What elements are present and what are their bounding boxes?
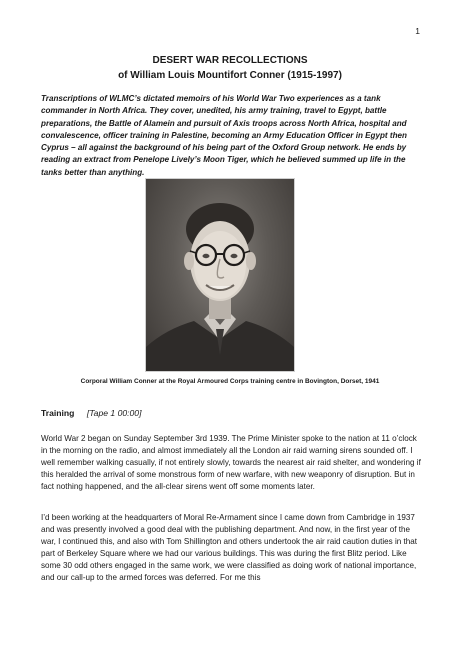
photo-caption: Corporal William Conner at the Royal Armoured Corps training centre in Bovington, Dorset, 1941: [80, 378, 380, 385]
section-heading: [41, 408, 141, 418]
document-title: [0, 53, 460, 83]
portrait-illustration: [146, 179, 294, 371]
body-paragraph: World War 2 began on Sunday September 3rd 1939. The Prime Minister spoke to the nation at 11 o’clock in the morning on the radio, and almost immediately all the London air raid warning sirens sounded off. I well remember walking casually, if not entirely slowly, towards the nearest air raid shelter, and wondering if this heralded the arrival of some monstrous form of new warfare, with new weaponry of disruption. But in fact nothing happened, and the all-clear sirens went off some moments later.: [41, 434, 421, 492]
intro-summary: Transcriptions of WLMC’s dictated memoirs of his World War Two experiences as a tank commander in North Africa. They cover, unedited, his army training, travel to Egypt, battle preparations, the Battle of Alamein and pursuit of Axis troops across North Africa, hospital and convalescence, officer training in Palestine, becoming an Army Education Officer in Egypt then Cyprus – all against the background of his being part of the Oxford Group network. He ends by reading an extract from Penelope Lively’s Moon Tiger, which he believed summed up life in the tanks better than anything.: [41, 94, 407, 177]
title-line-2: of William Louis Mountifort Conner (1915-1997): [118, 70, 342, 81]
section-title: Training: [41, 408, 75, 418]
title-line-1: DESERT WAR RECOLLECTIONS: [152, 55, 308, 66]
page-number: 1: [415, 26, 420, 36]
portrait-photo: [145, 178, 295, 372]
body-paragraph: I’d been working at the headquarters of Moral Re-Armament since I came down from Cambridge in 1937 and was presently involved a good deal with the publishing department. And now, in the first year of the war, I continued this, and also with Tom Shillington and others undertook the air raid caution duties in that part of Berkeley Square where we had our various buildings. This was during the first Blitz period. Like some 30 odd others engaged in the same work, we were classified as doing work of national importance, and our call-up to the armed forces was deferred. For me this: [41, 513, 417, 583]
tape-reference: [Tape 1 00:00]: [86, 408, 142, 418]
